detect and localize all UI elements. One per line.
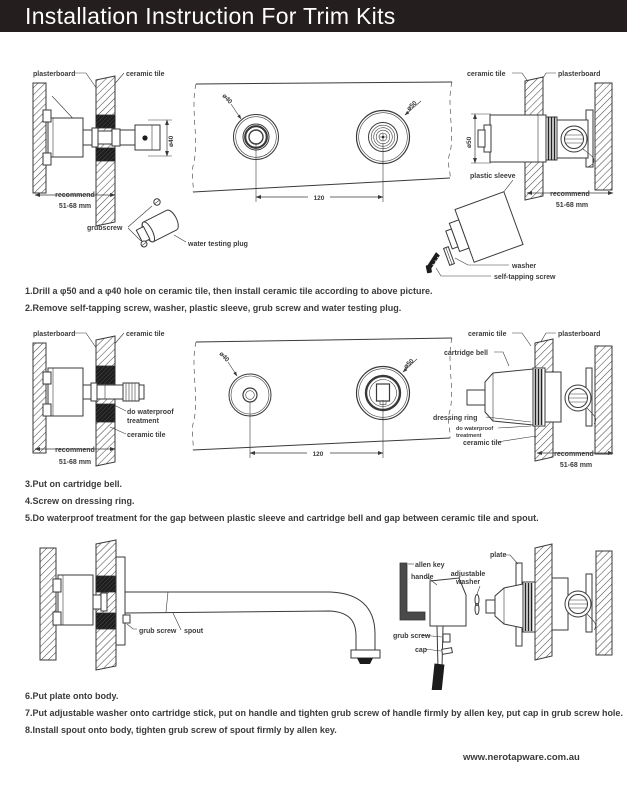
label-plastic-sleeve: plastic sleeve — [470, 173, 516, 180]
dim-range: 51-68 mm — [58, 459, 92, 466]
diagram-row1 — [0, 50, 627, 295]
row1-wall-section-right — [423, 71, 613, 281]
spout-plate — [116, 557, 125, 645]
dim-dia40-front: ø40 — [220, 92, 234, 106]
label-ceramic-tile: ceramic tile — [467, 71, 506, 78]
step-4: 4.Screw on dressing ring. — [25, 496, 135, 506]
label-grub-screw: grub screw — [393, 633, 431, 640]
label-grub-screw: grub screw — [139, 628, 177, 635]
label-plasterboard: plasterboard — [33, 331, 76, 338]
step-8: 8.Install spout onto body, tighten grub screw of spout firmly by allen key. — [25, 725, 337, 735]
steps-1-2 — [25, 283, 433, 317]
label-ceramic-tile: ceramic tile — [126, 331, 165, 338]
washer-detail — [444, 247, 455, 266]
page-title: Installation Instruction For Trim Kits — [25, 3, 396, 29]
row1-front-view — [192, 82, 452, 202]
row2-front-view — [192, 338, 452, 458]
self-tapping-screw-detail — [423, 252, 443, 274]
dim-dia50: ø50 — [466, 136, 473, 148]
label-grubscrew: grubscrew — [87, 225, 123, 232]
allen-key-shape — [400, 563, 425, 620]
handle-grip — [432, 664, 445, 690]
dim-recommend: recommend — [554, 451, 594, 458]
dim-recommend: recommend — [550, 191, 590, 198]
step-5: 5.Do waterproof treatment for the gap between plastic sleeve and cartridge bell and gap between ceramic tile and spout. — [25, 513, 539, 523]
steps-3-5 — [25, 476, 539, 527]
label-adjustable-2: washer — [455, 579, 481, 586]
dim-dia40: ø40 — [168, 135, 175, 147]
label-self-tapping-screw: self-tapping screw — [494, 274, 556, 281]
dim-dia50-front: ø50 — [405, 99, 419, 113]
dim-range: 51-68 mm — [559, 462, 593, 469]
grub-screw-small — [154, 199, 160, 205]
label-washer: washer — [512, 263, 537, 270]
row3-spout-section — [40, 540, 380, 670]
plastic-sleeve-detail — [440, 192, 523, 268]
step-2: 2.Remove self-tapping screw, washer, plastic sleeve, grub screw and water testing plug. — [25, 303, 402, 313]
dressing-ring-bands — [533, 368, 545, 426]
row2-wall-section-right — [433, 331, 613, 469]
dim-recommend: recommend — [55, 447, 95, 454]
bell-shape — [495, 584, 523, 628]
step-7: 7.Put adjustable washer onto cartridge stick, put on handle and tighten grub screw of handle firmly by allen key, put cap in grub screw hole. — [25, 708, 623, 718]
label-dressing-ring: dressing ring — [433, 415, 478, 422]
dim-spacing: 120 — [312, 451, 324, 458]
label-plasterboard: plasterboard — [558, 331, 601, 338]
label-ceramic-tile-2: ceramic tile — [463, 440, 502, 447]
header-bar — [0, 0, 627, 32]
label-allen-key: allen key — [415, 562, 445, 569]
grub-screw-small — [141, 241, 147, 247]
label-cap: cap — [415, 647, 428, 654]
step-3: 3.Put on cartridge bell. — [25, 479, 123, 489]
label-waterproof-1: do waterproof — [456, 426, 494, 432]
row3-handle-section — [393, 544, 612, 690]
label-waterproof-2: treatment — [127, 418, 159, 425]
diagram-row3 — [0, 538, 627, 690]
sleeve-bands — [546, 117, 557, 160]
label-water-testing-plug: water testing plug — [188, 241, 248, 248]
label-ceramic-tile-2: ceramic tile — [127, 432, 166, 439]
label-cartridge-bell: cartridge bell — [444, 350, 488, 357]
adjustable-washer-shape — [475, 595, 479, 615]
handle-grub-screw — [443, 634, 450, 642]
label-ceramic-tile: ceramic tile — [468, 331, 507, 338]
label-spout: spout — [184, 628, 204, 635]
spout-grub-screw — [123, 615, 130, 623]
dim-dia40-front: ø40 — [217, 350, 231, 364]
dim-recommend: recommend — [55, 192, 95, 199]
dim-range: 51-68 mm — [58, 203, 92, 210]
cartridge-bell-shape — [485, 369, 533, 425]
label-waterproof-2: treatment — [456, 433, 482, 439]
cartridge-stick — [486, 600, 495, 613]
label-handle: handle — [411, 574, 434, 581]
label-plasterboard: plasterboard — [558, 71, 601, 78]
steps-6-8 — [25, 688, 623, 739]
body-hub-bands — [523, 582, 535, 632]
row2-wall-section-left — [33, 331, 174, 466]
label-waterproof-1: do waterproof — [127, 409, 174, 416]
label-plate: plate — [490, 552, 507, 559]
dim-spacing: 120 — [313, 195, 325, 202]
label-adjustable-1: adjustable — [450, 571, 486, 578]
dim-range: 51-68 mm — [555, 202, 589, 209]
step-6: 6.Put plate onto body. — [25, 691, 119, 701]
diagram-row2 — [0, 322, 627, 480]
dim-dia50-front: ø50 — [402, 357, 416, 371]
label-ceramic-tile: ceramic tile — [126, 71, 165, 78]
cap-shape — [442, 648, 453, 655]
step-1: 1.Drill a φ50 and a φ40 hole on ceramic tile, then install ceramic tile according to above picture. — [25, 286, 433, 296]
website-link: www.nerotapware.com.au — [463, 752, 580, 763]
label-plasterboard: plasterboard — [33, 71, 76, 78]
